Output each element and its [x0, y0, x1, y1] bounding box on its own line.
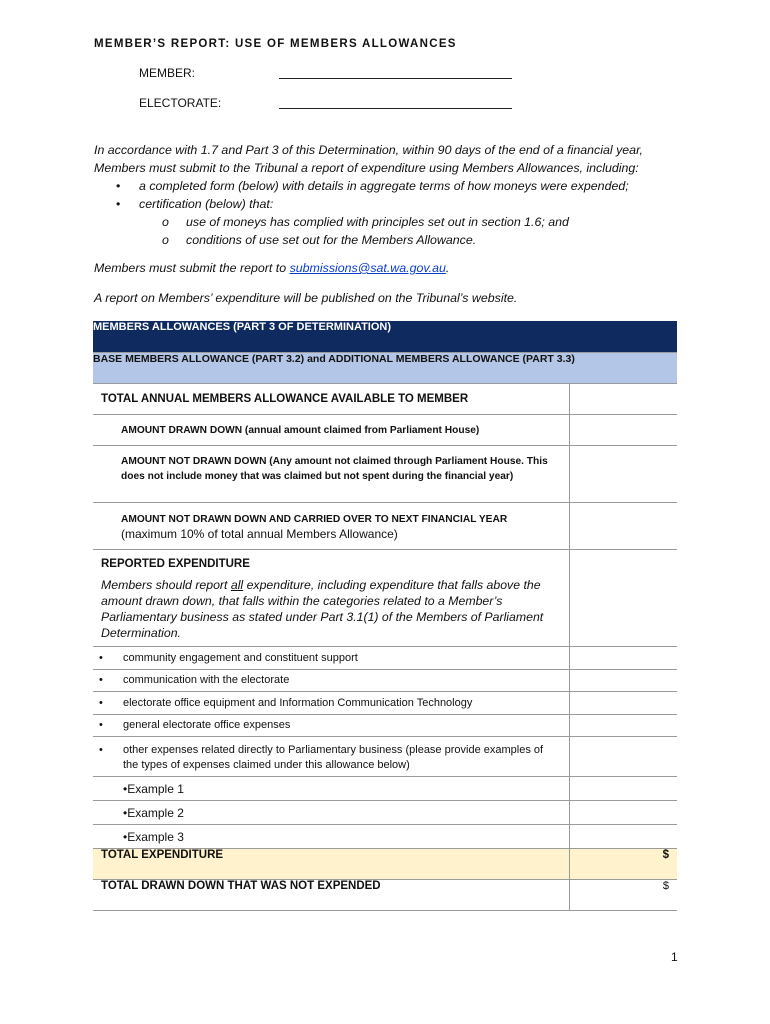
table-row [93, 384, 677, 415]
table-subheader-row [93, 353, 677, 384]
table-row [93, 446, 677, 503]
total-not-expended-value[interactable]: $ [569, 880, 677, 911]
category-label: electorate office equipment and Information Communication Technology [123, 696, 473, 709]
electorate-label: ELECTORATE: [139, 96, 222, 110]
submit-email-link[interactable]: submissions@sat.wa.gov.au [289, 261, 446, 275]
bullet: • [123, 829, 128, 844]
category-label: other expenses related directly to Parliamentary business (please provide examples of the types of expenses claimed under this allowance below) [123, 744, 544, 771]
table-subheader: BASE MEMBERS ALLOWANCE (PART 3.2) and ADDITIONAL MEMBERS ALLOWANCE (PART 3.3) [93, 353, 677, 384]
category-value[interactable] [569, 737, 677, 777]
total-expenditure-row [93, 849, 677, 880]
intro-paragraph: In accordance with 1.7 and Part 3 of this Determination, within 90 days of the end of a financial year, Members must submit to the Tribunal a report of expenditure using Members Allowances, including: [94, 143, 643, 175]
submit-suffix: . [445, 261, 450, 275]
sub-item-text: use of moneys has complied with principles set out in section 1.6; and [186, 215, 569, 229]
reported-expenditure-value [569, 550, 677, 647]
table-header-row [93, 321, 677, 353]
category-cell [93, 647, 569, 670]
bullet: • [99, 696, 103, 709]
table-row [93, 503, 677, 550]
table-row [93, 777, 677, 801]
page-number: 1 [671, 950, 678, 964]
total-expenditure-label: TOTAL EXPENDITURE [93, 849, 569, 880]
table-row [93, 550, 677, 647]
bullet: • [99, 744, 103, 756]
example-cell [93, 825, 569, 849]
carried-over-note: (maximum 10% of total annual Members Allowance) [121, 527, 398, 541]
table-row [93, 415, 677, 446]
reported-text-all: all [230, 578, 244, 592]
category-value[interactable] [569, 715, 677, 737]
member-label: MEMBER: [139, 66, 196, 80]
example-cell [93, 777, 569, 801]
category-label: general electorate office expenses [123, 719, 291, 731]
carried-over-cell [93, 503, 569, 550]
table-row [93, 715, 677, 737]
total-available-value[interactable] [569, 384, 677, 415]
intro-section [94, 141, 684, 307]
reported-text-post: expenditure, including expenditure that falls above the amount drawn down, that falls within the categories related to a Member’s Parliamentary business as stated under Part 3.1(1) of the Members of Parliament Determination. [101, 578, 544, 640]
category-cell [93, 715, 569, 737]
table-row [93, 647, 677, 670]
table-row [93, 801, 677, 825]
category-cell [93, 670, 569, 692]
table-header: MEMBERS ALLOWANCES (PART 3 OF DETERMINATION) [93, 321, 677, 353]
publish-paragraph: A report on Members’ expenditure will be published on the Tribunal’s website. [94, 291, 518, 305]
table-row [93, 737, 677, 777]
total-available-label: TOTAL ANNUAL MEMBERS ALLOWANCE AVAILABLE TO MEMBER [93, 384, 569, 415]
drawn-down-value[interactable] [569, 415, 677, 446]
reported-text-pre: Members should report [101, 578, 231, 592]
total-expenditure-value[interactable]: $ [569, 849, 677, 880]
category-label: community engagement and constituent support [123, 651, 358, 664]
not-drawn-down-value[interactable] [569, 446, 677, 503]
example-cell [93, 801, 569, 825]
reported-expenditure-cell [93, 550, 569, 647]
table-row [93, 692, 677, 715]
category-cell [93, 692, 569, 715]
example-label: Example 3 [127, 829, 184, 844]
sub-list-item [94, 213, 684, 231]
example-value[interactable] [569, 777, 677, 801]
not-drawn-down-label: AMOUNT NOT DRAWN DOWN (Any amount not claimed through Parliament House. This does not include money that was claimed but not spent during the financial year) [93, 446, 569, 503]
example-value[interactable] [569, 801, 677, 825]
sub-list-item [94, 231, 684, 249]
allowances-table [93, 321, 677, 911]
list-item: • certification (below) that: [94, 195, 684, 213]
category-value[interactable] [569, 692, 677, 715]
sub-marker: o [162, 233, 169, 247]
total-not-expended-row [93, 880, 677, 911]
requirements-list [94, 177, 684, 249]
member-field[interactable] [279, 78, 512, 79]
example-value[interactable] [569, 825, 677, 849]
sub-marker: o [162, 215, 169, 229]
submit-prefix: Members must submit the report to [94, 261, 290, 275]
bullet: • [99, 719, 103, 731]
bullet: • [99, 674, 103, 686]
page-title: MEMBER’S REPORT: USE OF MEMBERS ALLOWANCES [94, 38, 457, 50]
example-label: Example 1 [127, 781, 184, 796]
table-row [93, 670, 677, 692]
bullet: • [99, 651, 103, 664]
example-label: Example 2 [127, 805, 184, 820]
table-row [93, 825, 677, 849]
category-label: communication with the electorate [123, 674, 290, 686]
electorate-field[interactable] [279, 108, 512, 109]
carried-over-value[interactable] [569, 503, 677, 550]
submit-paragraph [94, 259, 684, 277]
category-cell [93, 737, 569, 777]
reported-expenditure-heading: REPORTED EXPENDITURE [101, 558, 250, 570]
bullet: • [123, 805, 128, 820]
reported-expenditure-text [101, 577, 569, 641]
category-value[interactable] [569, 647, 677, 670]
category-value[interactable] [569, 670, 677, 692]
bullet: • [123, 781, 128, 796]
total-not-expended-label: TOTAL DRAWN DOWN THAT WAS NOT EXPENDED [93, 880, 569, 911]
carried-over-label: AMOUNT NOT DRAWN DOWN AND CARRIED OVER TO NEXT FINANCIAL YEAR [121, 514, 508, 525]
sub-item-text: conditions of use set out for the Members Allowance. [186, 233, 477, 247]
list-item: • a completed form (below) with details in aggregate terms of how moneys were expended; [94, 177, 684, 195]
drawn-down-label: AMOUNT DRAWN DOWN (annual amount claimed from Parliament House) [93, 415, 569, 446]
